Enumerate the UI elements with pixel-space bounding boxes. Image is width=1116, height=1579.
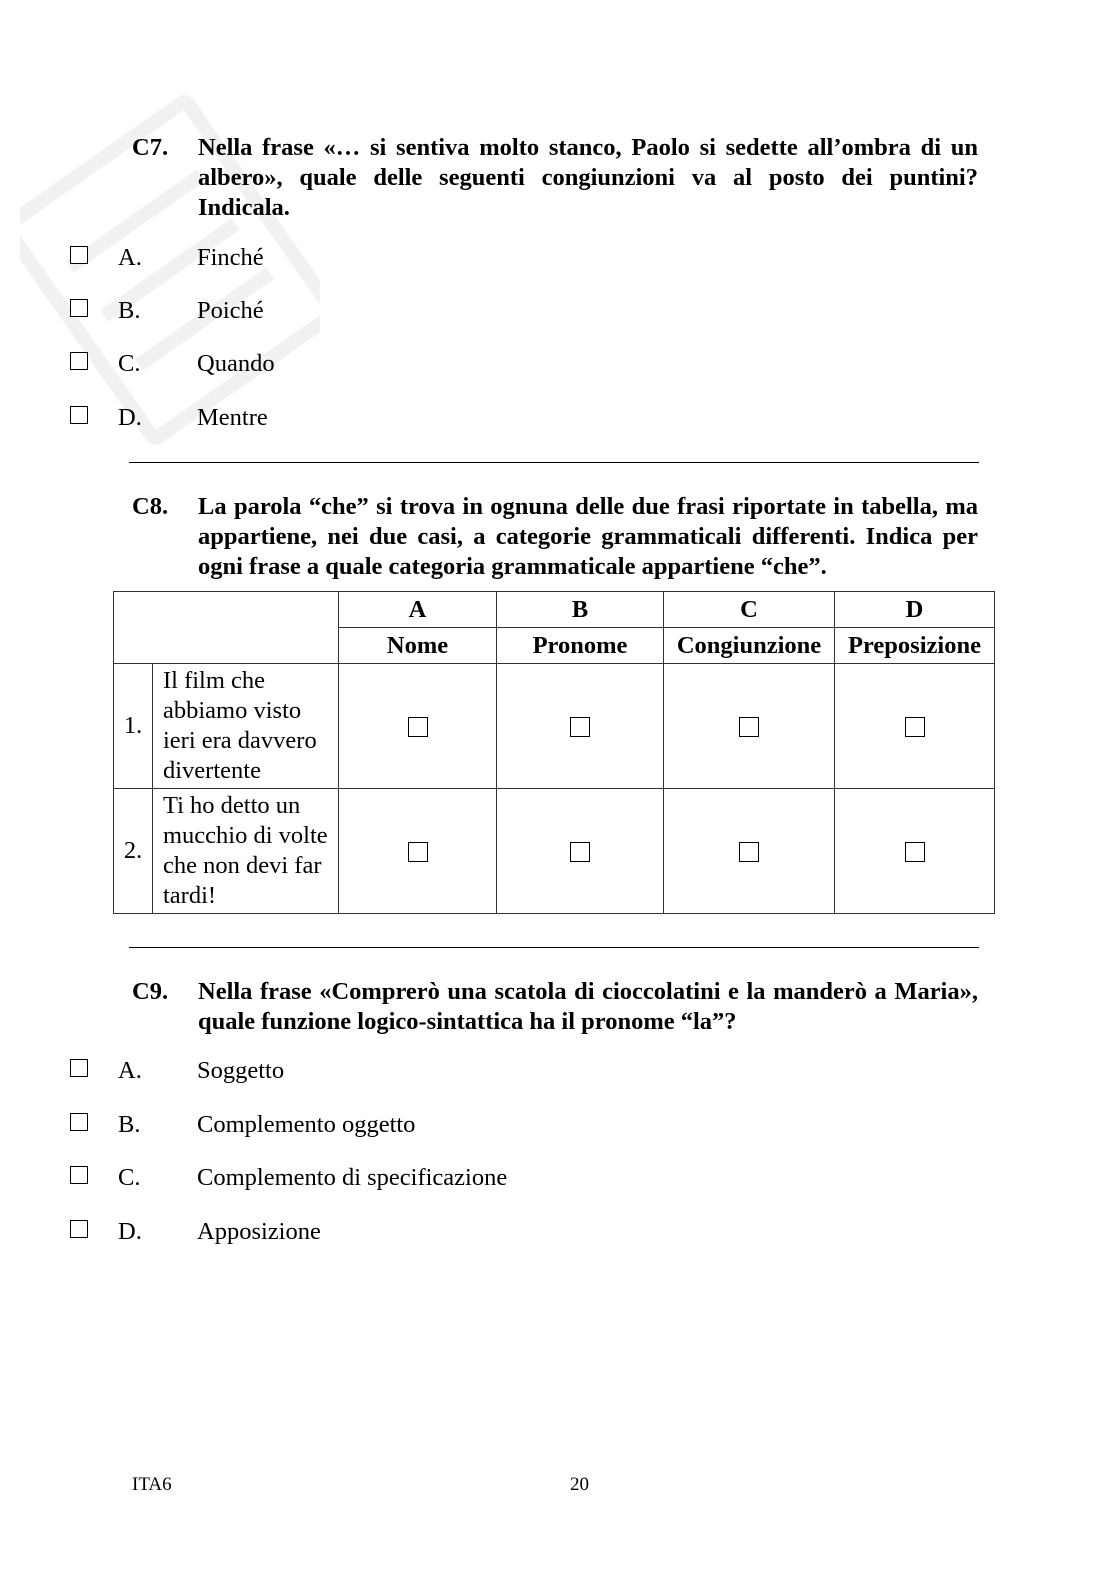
checkbox[interactable] — [570, 717, 590, 737]
divider — [129, 947, 979, 948]
option-letter: C. — [118, 1164, 141, 1191]
question-number: C7. — [132, 134, 169, 161]
option-letter: D. — [118, 404, 142, 431]
cell-2-c[interactable] — [664, 789, 835, 914]
cell-2-d[interactable] — [835, 789, 995, 914]
column-letter-c: C — [664, 592, 835, 628]
option-text: Complemento di specificazione — [197, 1164, 508, 1191]
row-sentence: Ti ho detto un mucchio di volte che non devi far tardi! — [153, 789, 339, 914]
checkbox[interactable] — [739, 717, 759, 737]
checkbox[interactable] — [70, 299, 88, 317]
page-number: 20 — [570, 1474, 589, 1495]
table-row — [114, 664, 995, 789]
question-c8 — [132, 492, 978, 582]
column-letter-a: A — [339, 592, 497, 628]
checkbox[interactable] — [570, 842, 590, 862]
question-c9 — [132, 977, 978, 1037]
option-text: Poiché — [197, 297, 264, 324]
table-corner — [114, 592, 339, 664]
row-number: 1. — [114, 664, 153, 789]
column-letter-d: D — [835, 592, 995, 628]
option-text: Finché — [197, 244, 264, 271]
option-letter: B. — [118, 1111, 141, 1138]
question-number: C9. — [132, 978, 169, 1005]
footer-code: ITA6 — [132, 1474, 172, 1495]
cell-1-d[interactable] — [835, 664, 995, 789]
option-text: Mentre — [197, 404, 268, 431]
cell-1-c[interactable] — [664, 664, 835, 789]
checkbox[interactable] — [739, 842, 759, 862]
question-c7 — [132, 133, 978, 223]
cell-1-b[interactable] — [497, 664, 664, 789]
checkbox[interactable] — [70, 1113, 88, 1131]
checkbox[interactable] — [70, 352, 88, 370]
checkbox[interactable] — [408, 717, 428, 737]
option-letter: B. — [118, 297, 141, 324]
row-number: 2. — [114, 789, 153, 914]
row-sentence: Il film che abbiamo visto ieri era davvero divertente — [153, 664, 339, 789]
question-text: Nella frase «Comprerò una scatola di cioccolatini e la manderò a Maria», quale funzione logico-sintattica ha il pronome “la”? — [198, 978, 978, 1035]
checkbox[interactable] — [408, 842, 428, 862]
checkbox[interactable] — [905, 717, 925, 737]
column-letter-b: B — [497, 592, 664, 628]
checkbox[interactable] — [70, 1166, 88, 1184]
column-label-pronome: Pronome — [497, 628, 664, 664]
option-letter: A. — [118, 244, 142, 271]
option-letter: A. — [118, 1057, 142, 1084]
checkbox[interactable] — [70, 246, 88, 264]
column-label-nome: Nome — [339, 628, 497, 664]
column-label-preposizione: Preposizione — [835, 628, 995, 664]
option-text: Soggetto — [197, 1057, 285, 1084]
cell-1-a[interactable] — [339, 664, 497, 789]
cell-2-b[interactable] — [497, 789, 664, 914]
question-text: Nella frase «… si sentiva molto stanco, Paolo si sedette all’ombra di un albero», quale delle seguenti congiunzioni va al posto dei puntini? Indicala. — [198, 134, 978, 221]
question-text: La parola “che” si trova in ognuna delle due frasi riportate in tabella, ma appartiene, nei due casi, a categorie grammaticali differenti. Indica per ogni frase a quale categoria grammaticale appartiene “che”. — [198, 493, 978, 580]
option-text: Complemento oggetto — [197, 1111, 416, 1138]
checkbox[interactable] — [70, 1059, 88, 1077]
table-row — [114, 789, 995, 914]
divider — [129, 462, 979, 463]
cell-2-a[interactable] — [339, 789, 497, 914]
checkbox[interactable] — [70, 406, 88, 424]
option-text: Quando — [197, 350, 275, 377]
option-letter: D. — [118, 1218, 142, 1245]
option-letter: C. — [118, 350, 141, 377]
checkbox[interactable] — [905, 842, 925, 862]
question-number: C8. — [132, 493, 169, 520]
option-text: Apposizione — [197, 1218, 321, 1245]
column-label-congiunzione: Congiunzione — [664, 628, 835, 664]
answer-table — [113, 591, 995, 914]
checkbox[interactable] — [70, 1220, 88, 1238]
